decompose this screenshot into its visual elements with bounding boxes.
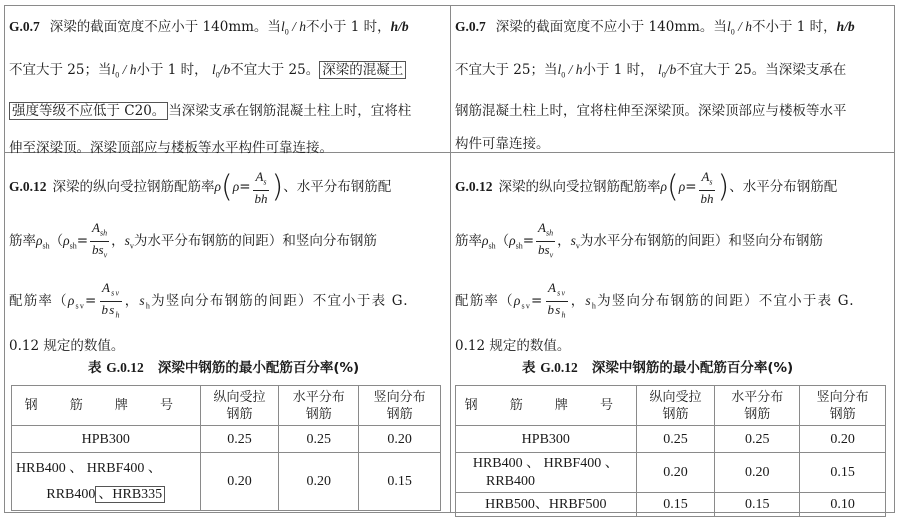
text: 不小于 1 时，: [751, 19, 837, 35]
table-row: [456, 453, 886, 493]
value-cell: 0.25: [715, 426, 800, 453]
title-prefix: 表: [88, 360, 102, 376]
value-cell: 0.15: [800, 453, 886, 493]
var-bs: bs: [101, 301, 116, 317]
sub: sv: [75, 301, 86, 311]
var-l: l: [280, 19, 285, 34]
highlight-box: 深梁的混凝土: [319, 61, 406, 79]
text: 竖向分布: [373, 389, 426, 405]
sub: 0: [115, 70, 120, 80]
var-rho: ρ: [482, 233, 489, 248]
sub: sh: [488, 241, 496, 251]
sub: s: [709, 177, 713, 187]
var-A: A: [548, 280, 558, 296]
value-cell: 0.20: [800, 426, 886, 453]
value-cell: 0.25: [200, 426, 279, 453]
text: 配筋率（: [9, 292, 68, 309]
var-bs: bs: [547, 301, 562, 317]
var-bh: bh: [254, 190, 268, 206]
table-header-row: [456, 386, 886, 426]
right-reinforcement-table: [455, 385, 886, 517]
left-clause-g07: G.0.7 深梁的截面宽度不应小于 140mm。当$l_0$ / h不小于 1 时，h/b 不宜大于 25；当$l_0$ / h小于 1 时， $l_0/b$不宜大于 25。 深梁的混凝土 强度等级不应低于 C20。 当深梁支承在钢筋混凝土柱上时，宜将柱 伸至深梁顶。深梁顶部应与楼板等水平构件可靠连接。: [9, 19, 412, 157]
value-cell: 0.20: [279, 453, 359, 511]
var-A: A: [538, 220, 546, 236]
sub: h: [145, 301, 152, 311]
equals: =: [85, 292, 98, 309]
var-rho: ρ: [660, 179, 667, 194]
sub: sh: [515, 241, 523, 251]
var-rho: ρ: [513, 292, 522, 308]
var-rho: ρ: [36, 233, 43, 248]
text: 纵向受拉: [213, 389, 266, 405]
sub: sh: [100, 229, 108, 238]
sub: v: [103, 250, 108, 260]
highlight-box: 、HRB335: [95, 486, 165, 503]
var-l: l: [657, 61, 662, 77]
grade-cell: HPB300: [12, 426, 201, 453]
var-l: l: [111, 61, 116, 77]
value-cell: 0.20: [200, 453, 279, 511]
sub: h: [561, 310, 567, 320]
fraction: [546, 280, 569, 322]
equals: =: [522, 233, 535, 249]
grade-cell: [12, 453, 201, 511]
text: 配筋率（: [455, 292, 514, 309]
text: 小于 1 时，: [582, 61, 654, 78]
var-l: l: [557, 61, 562, 77]
text: 纵向受拉: [649, 389, 702, 405]
text: 筋率: [455, 233, 482, 249]
text: 深梁的纵向受拉钢筋配筋率: [498, 179, 661, 195]
header-grade: 钢 筋 牌 号: [12, 386, 201, 426]
equals: =: [239, 179, 251, 195]
text: 不宜大于 25。当深梁支承在: [676, 61, 847, 78]
var-bs: bs: [92, 242, 104, 257]
var-h: h: [745, 19, 752, 34]
right-clause-g012: G.0.12 深梁的纵向受拉钢筋配筋率ρ(ρ= $\frac{A_s}{bh}$ )、水平分布钢筋配 筋率$\rho_{sh}(\rho_{sh}=$ $\frac{A_{sh}}{bs_v}$ ，$s_v$为水平分布钢筋的间距）和竖向分布钢筋 配筋率（$\rho_{sv}=$ $\frac{A_{sv}}{bs_h}$ ，$s_h$为竖向分布钢筋的间距）不宜小于表 G. 0.12 规定的数值。: [455, 169, 855, 355]
fraction: [536, 220, 555, 262]
sub: h: [591, 301, 598, 311]
text: 深梁的纵向受拉钢筋配筋率: [52, 179, 215, 195]
fraction: [699, 169, 716, 206]
var-s: s: [570, 233, 576, 248]
var-s: s: [585, 292, 592, 308]
comma: ，: [111, 233, 125, 249]
text: 钢筋混凝土柱上时，宜将柱伸至深梁顶。深梁顶部应与楼板等水平: [455, 103, 847, 120]
sub: v: [549, 250, 554, 260]
var-rho: ρ: [509, 233, 516, 248]
header-vertical: [359, 386, 441, 426]
value-cell: 0.15: [715, 493, 800, 517]
text: 、水平分布钢筋配: [729, 179, 838, 195]
var-b: /b: [665, 61, 677, 77]
header-vertical: [800, 386, 886, 426]
var-bh: bh: [700, 190, 714, 206]
table-header-row: [12, 386, 441, 426]
sub: v: [575, 241, 580, 251]
var-l: l: [211, 61, 216, 77]
var-h: h: [299, 19, 306, 34]
text: 钢筋: [662, 406, 689, 422]
comma: ，: [124, 292, 140, 309]
text: 为竖向分布钢筋的间距）不宜小于表 G.: [597, 292, 855, 309]
text: RRB400: [46, 486, 96, 502]
sub: sh: [546, 229, 554, 238]
table-row: [12, 426, 441, 453]
sub: 0: [284, 27, 289, 37]
text: 深梁的截面宽度不应小于 140mm。当: [495, 19, 727, 35]
grade-cell: HPB300: [456, 426, 637, 453]
var-s: s: [124, 233, 130, 248]
table-row: [456, 426, 886, 453]
text: 伸至深梁顶。深梁顶部应与楼板等水平构件可靠连接。: [9, 140, 333, 157]
sub: sv: [557, 288, 567, 298]
var-b: /b: [219, 61, 231, 77]
text: 钢筋: [226, 406, 253, 422]
header-horizontal: [279, 386, 359, 426]
text: 0.12 规定的数值。: [455, 338, 571, 355]
table-row: [12, 453, 441, 511]
var-hb: h/b: [390, 19, 409, 34]
value-cell: 0.15: [636, 493, 715, 517]
equals: =: [76, 233, 89, 249]
text: 构件可靠连接。: [455, 136, 550, 153]
value-cell: 0.20: [636, 453, 715, 493]
var-hb: h/b: [836, 19, 855, 34]
var-A: A: [92, 220, 100, 236]
var-bs: bs: [538, 242, 550, 257]
sub: v: [129, 241, 134, 251]
sub: sh: [42, 241, 50, 251]
text: 水平分布: [292, 389, 345, 405]
header-horizontal: [715, 386, 800, 426]
text: 水平分布: [731, 389, 784, 405]
title-text: 深梁中钢筋的最小配筋百分率(%): [591, 360, 794, 376]
left-table-title: [88, 356, 359, 376]
right-clause-g07: G.0.7 深梁的截面宽度不应小于 140mm。当$l_0$ / h不小于 1 时，h/b 不宜大于 25；当$l_0$ / h小于 1 时， $l_0/b$不宜大于 25。当深梁支承在 钢筋混凝土柱上时，宜将柱伸至深梁顶。深梁顶部应与楼板等水平 构件可靠连接。: [455, 19, 855, 153]
header-longitudinal: [636, 386, 715, 426]
value-cell: 0.15: [359, 453, 441, 511]
fraction: [253, 169, 270, 206]
paren: （: [49, 233, 64, 249]
text: HRB400 、 HRBF400 、: [16, 460, 162, 476]
var-rho: ρ: [232, 179, 240, 194]
text: 为水平分布钢筋的间距）和竖向分布钢筋: [133, 233, 377, 249]
value-cell: 0.25: [279, 426, 359, 453]
sub: 0: [730, 27, 735, 37]
text: 不宜大于 25；当: [9, 61, 112, 78]
var-rho: ρ: [63, 233, 70, 248]
var-h: h: [129, 61, 137, 77]
text: 深梁的截面宽度不应小于 140mm。当: [49, 19, 281, 35]
text: 为水平分布钢筋的间距）和竖向分布钢筋: [579, 233, 823, 249]
var-A: A: [701, 169, 710, 185]
column-divider: [450, 5, 451, 513]
value-cell: 0.25: [636, 426, 715, 453]
var-rho: ρ: [214, 179, 221, 194]
text: 小于 1 时，: [136, 61, 208, 78]
comma: ，: [557, 233, 571, 249]
sub: 0: [561, 70, 566, 80]
title-id: G.0.12: [106, 360, 144, 375]
text: 钢筋: [829, 406, 856, 422]
var-rho: ρ: [67, 292, 76, 308]
paren: （: [495, 233, 510, 249]
sub: 0: [661, 70, 666, 80]
clause-id: G.0.12: [9, 179, 47, 194]
var-rho: ρ: [678, 179, 686, 194]
text: 0.12 规定的数值。: [9, 338, 125, 355]
text: 为竖向分布钢筋的间距）不宜小于表 G.: [151, 292, 409, 309]
text: 竖向分布: [816, 389, 869, 405]
fraction: [100, 280, 123, 322]
sub: 0: [215, 70, 220, 80]
left-reinforcement-table: [11, 385, 441, 511]
header-longitudinal: [200, 386, 279, 426]
comma: ，: [570, 292, 586, 309]
value-cell: 0.20: [359, 426, 441, 453]
sub: sv: [521, 301, 532, 311]
text: 不宜大于 25；当: [455, 61, 558, 78]
text: [16, 482, 196, 508]
sub: sv: [111, 288, 121, 298]
sub: h: [115, 310, 121, 320]
sub: sh: [69, 241, 77, 251]
left-clause-g012: G.0.12 深梁的纵向受拉钢筋配筋率ρ(ρ= $\frac{A_s}{bh}$ )、水平分布钢筋配 筋率$\rho_{sh}(\rho_{sh}=$ $\frac{A_{sh}}{bs_v}$ ，$s_v$为水平分布钢筋的间距）和竖向分布钢筋 配筋率（$\rho_{sv}=$ $\frac{A_{sv}}{bs_h}$ ，$s_h$为竖向分布钢筋的间距）不宜小于表 G. 0.12 规定的数值。: [9, 169, 409, 355]
clause-id: G.0.12: [455, 179, 493, 194]
title-prefix: 表: [522, 360, 536, 376]
grade-cell: [456, 453, 637, 493]
highlight-box: 强度等级不应低于 C20。: [9, 102, 168, 120]
title-text: 深梁中钢筋的最小配筋百分率(%): [157, 360, 360, 376]
fraction: [90, 220, 109, 262]
var-h: h: [575, 61, 583, 77]
text: 当深梁支承在钢筋混凝土柱上时，宜将柱: [168, 103, 412, 120]
text: HRB400 、 HRBF400 、: [472, 455, 619, 471]
text: 不小于 1 时，: [305, 19, 391, 35]
var-A: A: [255, 169, 264, 185]
title-id: G.0.12: [540, 360, 578, 375]
clause-id: G.0.7: [9, 19, 40, 34]
value-cell: 0.10: [800, 493, 886, 517]
text: 不宜大于 25。: [230, 61, 320, 78]
header-grade: 钢 筋 牌 号: [456, 386, 637, 426]
text: 钢筋: [744, 406, 771, 422]
equals: =: [531, 292, 544, 309]
clause-id: G.0.7: [455, 19, 486, 34]
var-l: l: [726, 19, 731, 34]
var-A: A: [102, 280, 112, 296]
equals: =: [685, 179, 697, 195]
text: 筋率: [9, 233, 36, 249]
grade-cell: HRB500、HRBF500: [456, 493, 637, 517]
text: 、水平分布钢筋配: [283, 179, 392, 195]
right-table-title: [522, 356, 793, 376]
table-row: [456, 493, 886, 517]
sub: s: [263, 177, 267, 187]
text: 钢筋: [305, 406, 332, 422]
text: RRB400: [486, 473, 536, 489]
var-s: s: [139, 292, 146, 308]
value-cell: 0.20: [715, 453, 800, 493]
text: 钢筋: [386, 406, 413, 422]
